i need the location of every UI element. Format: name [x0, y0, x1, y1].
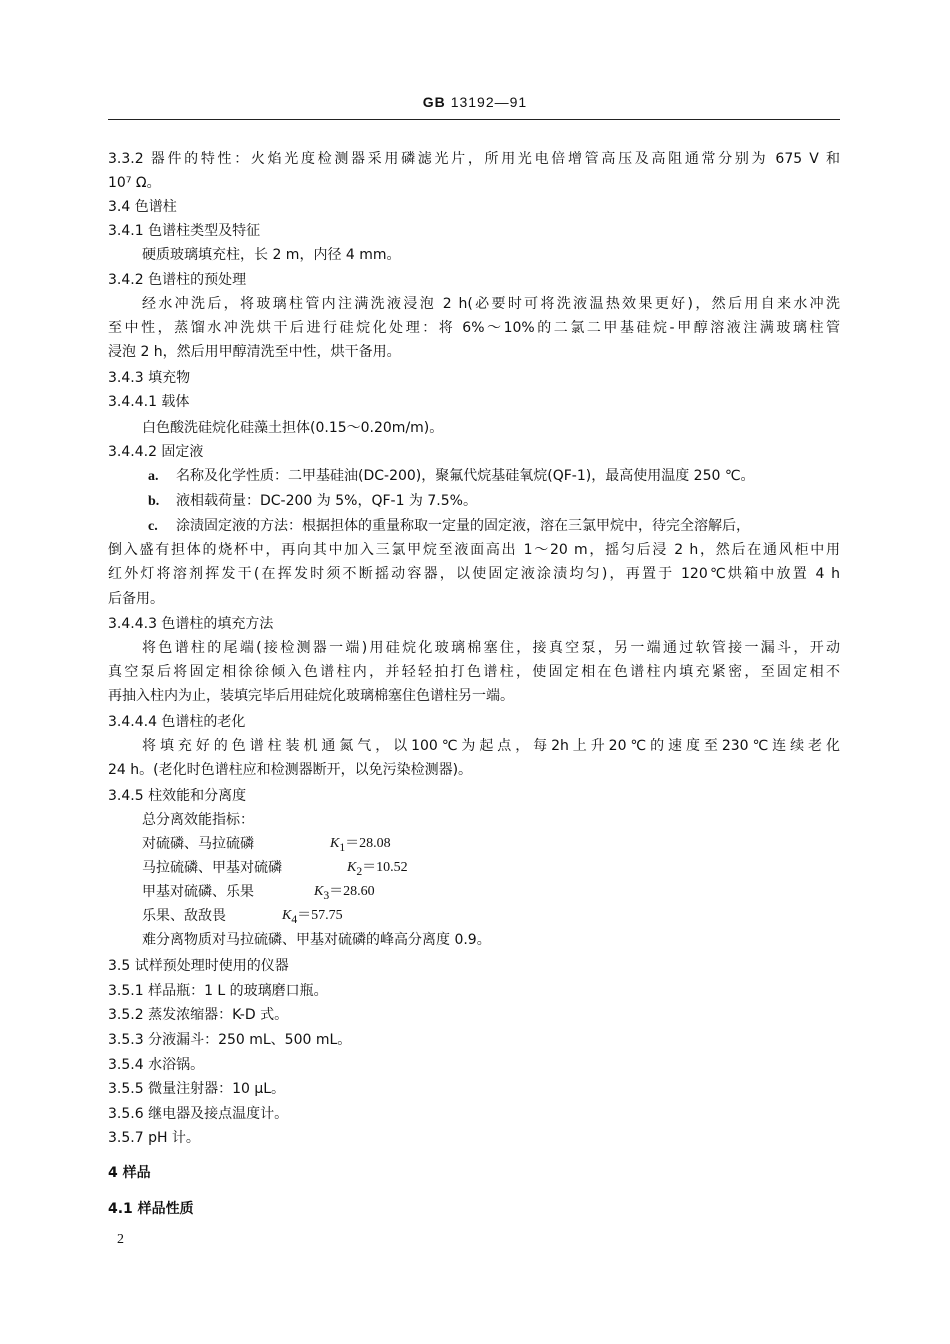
- text-3-4-5: 总分离效能指标：: [142, 812, 254, 828]
- header-rule: [108, 119, 840, 120]
- standard-header: [0, 93, 950, 111]
- text-3-4-4-4-b: 24 h。(老化时色谱柱应和检测器断开，以免污染检测器)。: [108, 762, 473, 778]
- heading-3-4-4-3: 3.4.4.3 色谱柱的填充方法: [108, 616, 274, 632]
- k4-pair: 乐果、敌敌畏: [142, 908, 226, 924]
- text-3-4-4-3-c: 再抽入柱内为止，装填完毕后用硅烷化玻璃棉塞住色谱柱另一端。: [108, 688, 514, 704]
- k3-row: [142, 882, 742, 902]
- heading-3-4-4-2: 3.4.4.2 固定液: [108, 444, 204, 460]
- heading-3-4-2: 3.4.2 色谱柱的预处理: [108, 272, 247, 288]
- k2-value: $K_2=10.52$: [347, 860, 408, 878]
- text-3-4-2-c: 浸泡 2 h，然后用甲醇清洗至中性，烘干备用。: [108, 344, 401, 360]
- heading-3-5: 3.5 试样预处理时使用的仪器: [108, 958, 289, 974]
- item-c-cont-2: 红外灯将溶剂挥发干(在挥发时须不断摇动容器，以使固定液涂渍均匀)，再置于 120℃烘箱中放置 4 h: [108, 566, 840, 582]
- k4-value: $K_4=57.75$: [282, 908, 343, 926]
- text-3-4-4-4-a: 将填充好的色谱柱装机通氮气，以100℃为起点，每2h上升20℃的速度至230℃连续老化: [142, 738, 840, 754]
- item-b-marker: b.: [148, 494, 160, 509]
- k3-value: $K_3=28.60$: [314, 884, 375, 902]
- clause-3-5-5: 3.5.5 微量注射器：10 μL。: [108, 1081, 286, 1097]
- page-number: 2: [117, 1232, 124, 1247]
- k2-row: [142, 858, 742, 878]
- clause-3-5-3: 3.5.3 分液漏斗：250 mL、500 mL。: [108, 1032, 352, 1048]
- item-b: [148, 491, 477, 511]
- item-c-cont-1: 倒入盛有担体的烧杯中，再向其中加入三氯甲烷至液面高出 1～20 m，摇匀后浸 2 h，然后在通风柜中用: [108, 542, 840, 558]
- k1-value: $K_1=28.08$: [330, 836, 391, 854]
- heading-3-4: 3.4 色谱柱: [108, 199, 177, 215]
- item-c-cont-3: 后备用。: [108, 591, 164, 607]
- item-a: [148, 466, 755, 486]
- item-c: [148, 516, 840, 536]
- item-a-text: 名称及化学性质：二甲基硅油(DC-200)，聚氟代烷基硅氧烷(QF-1)，最高使用温度 250 ℃。: [176, 468, 755, 484]
- item-c-marker: c.: [148, 519, 158, 534]
- heading-3-4-3: 3.4.3 填充物: [108, 370, 191, 386]
- item-c-text: 涂渍固定液的方法：根据担体的重量称取一定量的固定液，溶在三氯甲烷中，待完全溶解后，: [176, 518, 750, 534]
- text-3-4-2-a: 经水冲洗后，将玻璃柱管内注满洗液浸泡 2 h(必要时可将洗液温热效果更好)，然后用自来水冲洗: [142, 296, 840, 312]
- text-3-4-2-b: 至中性，蒸馏水冲洗烘干后进行硅烷化处理：将 6%～10%的二氯二甲基硅烷-甲醇溶液注满玻璃柱管: [108, 320, 840, 336]
- heading-3-4-4-4: 3.4.4.4 色谱柱的老化: [108, 714, 246, 730]
- clause-3-3-2: 3.3.2 器件的特性：火焰光度检测器采用磷滤光片，所用光电倍增管高压及高阻通常分别为 675 V 和: [108, 151, 840, 167]
- clause-3-5-4: 3.5.4 水浴锅。: [108, 1057, 205, 1073]
- text-3-4-4-3-b: 真空泵后将固定相徐徐倾入色谱柱内，并轻轻拍打色谱柱，使固定相在色谱柱内填充紧密，至固定相不: [108, 664, 840, 680]
- item-b-text: 液相载荷量：DC-200 为 5%，QF-1 为 7.5%。: [176, 493, 477, 509]
- section-4-heading: 4 样品: [108, 1165, 151, 1181]
- heading-3-4-1: 3.4.1 色谱柱类型及特征: [108, 223, 261, 239]
- text-3-4-4-1: 白色酸洗硅烷化硅藻土担体(0.15～0.20m/m)。: [142, 420, 444, 436]
- section-4-1-heading: 4.1 样品性质: [108, 1201, 194, 1217]
- k1-pair: 对硫磷、马拉硫磷: [142, 836, 254, 852]
- clause-3-5-6: 3.5.6 继电器及接点温度计。: [108, 1106, 289, 1122]
- heading-3-4-5: 3.4.5 柱效能和分离度: [108, 788, 247, 804]
- text-3-4-4-3-a: 将色谱柱的尾端(接检测器一端)用硅烷化玻璃棉塞住，接真空泵，另一端通过软管接一漏斗，开动: [142, 640, 840, 656]
- clause-3-5-1: 3.5.1 样品瓶：1 L 的玻璃磨口瓶。: [108, 983, 328, 999]
- clause-3-5-2: 3.5.2 蒸发浓缩器：K-D 式。: [108, 1007, 289, 1023]
- heading-3-4-4-1: 3.4.4.1 载体: [108, 394, 190, 410]
- k3-pair: 甲基对硫磷、乐果: [142, 884, 254, 900]
- text-3-4-1: 硬质玻璃填充柱，长 2 m，内径 4 mm。: [142, 247, 401, 263]
- clause-3-3-2-cont: 10⁷ Ω。: [108, 175, 161, 191]
- k4-row: [142, 906, 742, 926]
- standard-code: GB: [422, 94, 446, 110]
- clause-3-5-7: 3.5.7 pH 计。: [108, 1130, 200, 1146]
- standard-number: 13192—91: [450, 94, 528, 110]
- k2-pair: 马拉硫磷、甲基对硫磷: [142, 860, 282, 876]
- resolution-text: 难分离物质对马拉硫磷、甲基对硫磷的峰高分离度 0.9。: [142, 932, 491, 948]
- k1-row: [142, 834, 742, 854]
- item-a-marker: a.: [148, 469, 159, 484]
